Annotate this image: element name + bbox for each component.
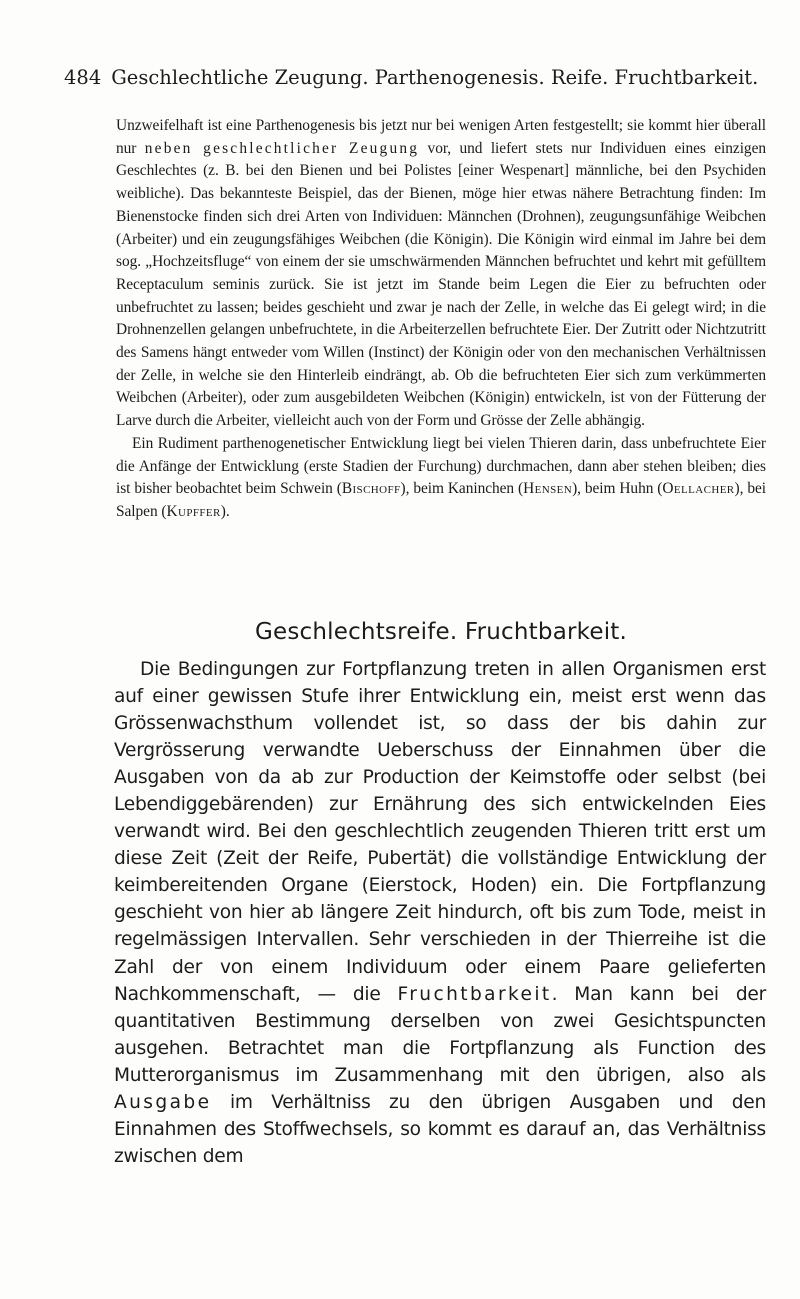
text-run: Unzweifelhaft ist eine Parthenogenesis bis jetzt nur bei wenigen Arten festgestellt; sie kommt hier überall nur: [116, 117, 766, 157]
text-run: Ein Rudiment parthenogenetischer Entwicklung liegt bei vielen Thieren darin, dass unbefruchtete Eier die Anfänge der Entwicklung (erste Stadien der Furchung) durchmachen, dann aber stehen bleiben; dies ist bisher beobachtet beim Schwein (: [116, 434, 766, 498]
text-run: ), beim Kaninchen (: [400, 480, 524, 498]
body-text-large: [114, 656, 766, 1170]
paragraph-parthenogenesis-bees: [116, 115, 766, 433]
text-run: ).: [220, 502, 230, 520]
author-name: Bischoff: [341, 480, 401, 498]
running-header: [64, 66, 759, 89]
author-name: Hensen: [523, 480, 573, 498]
author-name: Kupffer: [166, 502, 221, 520]
paragraph-rudiment: [116, 433, 766, 524]
text-run: Die Bedingungen zur Fortpflanzung treten in allen Organismen erst auf einer gewissen Stufe ihrer Entwicklung ein, meist erst wenn das Grössenwachsthum vollendet ist, so dass der bis dahin zur Vergrösserung verwandte Ueberschuss der Einnahmen über die Ausgaben von da ab zur Production der Keimstoffe oder selbst (bei Lebendiggebärenden) zur Ernährung des sich entwickelnden Eies verwandt wird. Bei den geschlechtlich zeugenden Thieren tritt erst um diese Zeit (Zeit der Reife, Pubertät) die vollständige Entwicklung der keimbereitenden Organe (Eierstock, Hoden) ein. Die Fortpflanzung geschieht von hier ab längere Zeit hindurch, oft bis zum Tode, meist in regelmässigen Intervallen. Sehr verschieden in der Thierreihe ist die Zahl der von einem Individuum oder einem Paare gelieferten Nachkommenschaft, — die: [114, 659, 766, 1005]
paragraph-fortpflanzung: [114, 656, 766, 1170]
text-run: . Man kann bei der quantitativen Bestimmung derselben von zwei Gesichtspuncten ausgehen. Betrachtet man die Fortpflanzung als Function des Mutterorganismus im Zusammenhang mit den übrigen, also als: [114, 983, 766, 1086]
author-name: Oellacher: [662, 480, 735, 498]
body-text-small: [116, 115, 766, 524]
text-run: im Verhältniss zu den übrigen Ausgaben und den Einnahmen des Stoffwechsels, so kommt es darauf an, das Verhältniss zwischen dem: [114, 1091, 766, 1167]
spaced-emphasis: Ausgabe: [114, 1091, 212, 1113]
text-run: ), bei Salpen (: [116, 480, 767, 520]
page-number: 484: [64, 66, 102, 89]
spaced-emphasis: neben geschlechtlicher Zeugung: [144, 139, 420, 157]
running-title: Geschlechtliche Zeugung. Parthenogenesis. Reife. Fruchtbarkeit.: [111, 66, 759, 89]
section-heading: Geschlechtsreife. Fruchtbarkeit.: [254, 619, 628, 645]
text-run: ), beim Huhn (: [572, 480, 663, 498]
text-run: vor, und liefert stets nur Individuen eines einzigen Geschlechtes (z. B. bei den Bienen und bei Polistes [einer Wespenart] männliche, bei den Psychiden weibliche). Das bekannteste Beispiel, das der Bienen, möge hier etwas nähere Betrachtung finden: Im Bienenstocke finden sich drei Arten von Individuen: Männchen (Drohnen), zeugungsunfähige Weibchen (Arbeiter) und ein zeugungsfähiges Weibchen (die Königin). Die Königin wird einmal im Jahre bei dem sog. „Hochzeitsfluge“ von einem der sie umschwärmenden Männchen befruchtet und kehrt mit gefülltem Receptaculum seminis zurück. Sie ist jetzt im Stande beim Legen die Eier zu befruchten oder unbefruchtet zu lassen; beides geschieht und zwar je nach der Zelle, in welche das Ei gelegt wird; in die Drohnenzellen gelangen unbefruchtete, in die Arbeiterzellen befruchtete Eier. Der Zutritt oder Nichtzutritt des Samens hängt entweder vom Willen (Instinct) der Königin oder von den mechanischen Verhältnissen der Zelle, in welche sie den Hinterleib eindrängt, ab. Ob die befruchteten Eier sich zum verkümmerten Weibchen (Arbeiter), oder zum ausgebildeten Weibchen (Königin) entwickeln, ist von der Fütterung der Larve durch die Arbeiter, vielleicht auch von der Form und Grösse der Zelle abhängig.: [116, 139, 766, 430]
spaced-emphasis: Fruchtbarkeit: [397, 983, 552, 1005]
